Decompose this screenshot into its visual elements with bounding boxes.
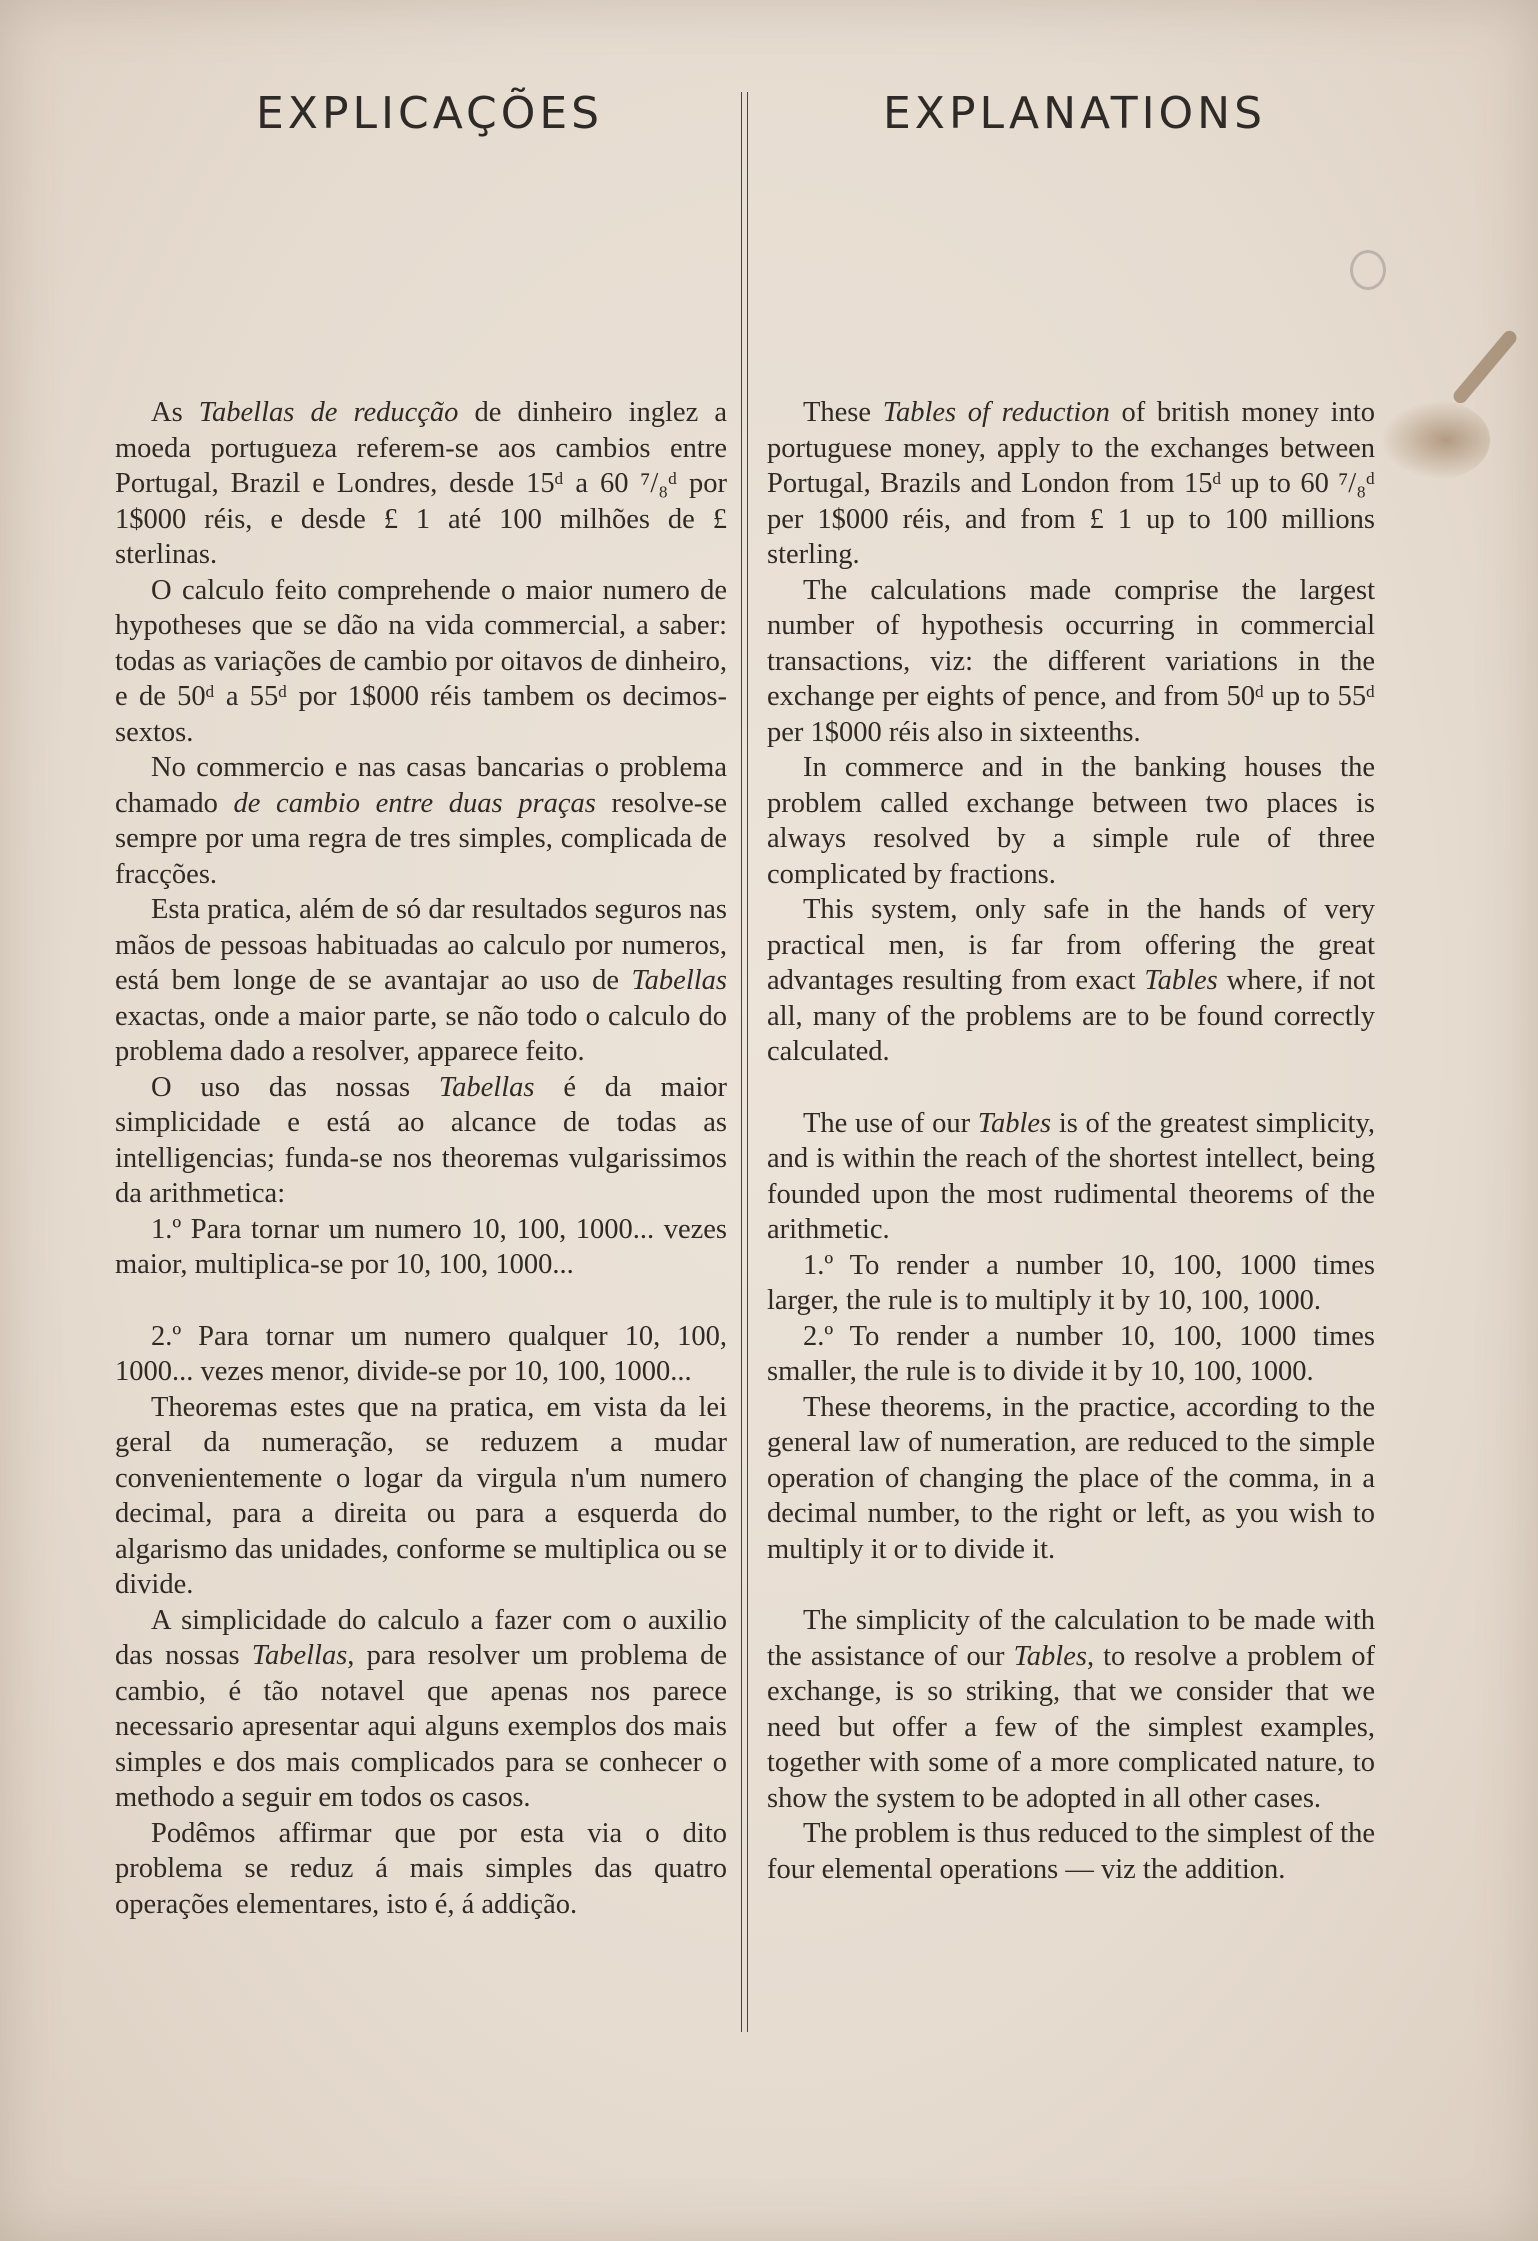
paragraph: 1.º To render a number 10, 100, 1000 times larger, the rule is to multiply it by 10, 100, 1000. bbox=[767, 1249, 1375, 1316]
paragraph: These Tables of reduction of british money into portuguese money, apply to the exchanges between Portugal, Brazils and London from 15ᵈ up to 60 ⁷/₈ᵈ per 1$000 réis, and from £ 1 up to 100 millions sterling. bbox=[767, 397, 1376, 570]
portuguese-column bbox=[115, 395, 727, 1922]
paragraph: These theorems, in the practice, according to the general law of numeration, are reduced to the simple operation of changing the place of the comma, in a decimal number, to the right or left, as you wish to multiply it or to divide it. bbox=[767, 1391, 1375, 1565]
stain-mark bbox=[1451, 328, 1520, 406]
paragraph: In commerce and in the banking houses the problem called exchange between two places is always resolved by a simple rule of three complicated by fractions. bbox=[767, 752, 1375, 890]
paper-mark bbox=[1350, 250, 1386, 290]
paragraph: O calculo feito comprehende o maior numero de hypotheses que se dão na vida commercial, a saber: todas as variações de cambio por oitavos de dinheiro, e de 50ᵈ a 55ᵈ por 1$000 réis tambem os decimos-sextos. bbox=[115, 574, 727, 748]
paragraph: Podêmos affirmar que por esta via o dito problema se reduz á mais simples das quatro operações elementares, isto é, á addição. bbox=[115, 1817, 727, 1920]
paragraph: Theoremas estes que na pratica, em vista da lei geral da numeração, se reduzem a mudar convenientemente o logar da virgula n'um numero decimal, para a direita ou para a esquerda do algarismo das unidades, conforme se multiplica ou se divide. bbox=[115, 1391, 727, 1600]
paragraph: The problem is thus reduced to the simplest of the four elemental operations — viz the addition. bbox=[767, 1818, 1375, 1885]
paragraph: 2.º Para tornar um numero qualquer 10, 100, 1000... vezes menor, divide-se por 10, 100, 1000... bbox=[115, 1320, 727, 1387]
paragraph: The calculations made comprise the largest number of hypothesis occurring in commercial transactions, viz: the different variations in the exchange per eights of pence, and from 50ᵈ up to 55ᵈ per 1$000 réis also in sixteenths. bbox=[767, 574, 1375, 748]
heading-english: EXPLANATIONS bbox=[883, 88, 1267, 139]
paragraph: O uso das nossas Tabellas é da maior simplicidade e está ao alcance de todas as intelligencias; funda-se nos theoremas vulgarissimos da arithmetica: bbox=[115, 1071, 728, 1209]
column-divider bbox=[747, 92, 748, 2032]
paragraph: As Tabellas de reducção de dinheiro inglez a moeda portugueza referem-se aos cambios entre Portugal, Brazil e Londres, desde 15ᵈ a 60 ⁷/₈ᵈ por 1$000 réis, e desde £ 1 até 100 milhões de £ sterlinas. bbox=[115, 397, 727, 570]
paragraph: The use of our Tables is of the greatest simplicity, and is within the reach of the shortest intellect, being founded upon the most rudimental theorems of the arithmetic. bbox=[767, 1107, 1376, 1245]
column-divider bbox=[741, 92, 742, 2032]
paragraph: 2.º To render a number 10, 100, 1000 times smaller, the rule is to divide it by 10, 100, 1000. bbox=[767, 1320, 1375, 1387]
paragraph: A simplicidade do calculo a fazer com o auxilio das nossas Tabellas, para resolver um problema de cambio, é tão notavel que apenas nos parece necessario apresentar aqui alguns exemplos dos mais simples e dos mais complicados para se conhecer o methodo a seguir em todos os casos. bbox=[115, 1604, 727, 1813]
paragraph: Esta pratica, além de só dar resultados seguros nas mãos de pessoas habituadas ao calculo por numeros, está bem longe de se avantajar ao uso de Tabellas exactas, onde a maior parte, se não todo o calculo do problema dado a resolver, apparece feito. bbox=[115, 894, 727, 1067]
paragraph: This system, only safe in the hands of very practical men, is far from offering the great advantages resulting from exact Tables where, if not all, many of the problems are to be found correctly calculated. bbox=[767, 894, 1375, 1067]
stain-mark bbox=[1380, 400, 1490, 480]
paragraph: The simplicity of the calculation to be made with the assistance of our Tables, to resolve a problem of exchange, is so striking, that we consider that we need but offer a few of the simplest examples, together with some of a more complicated nature, to show the system to be adopted in all other cases. bbox=[767, 1605, 1375, 1814]
english-column bbox=[767, 395, 1375, 1887]
heading-portuguese: EXPLICAÇÕES bbox=[256, 88, 604, 139]
paragraph: 1.º Para tornar um numero 10, 100, 1000... vezes maior, multiplica-se por 10, 100, 1000... bbox=[115, 1213, 727, 1280]
paragraph: No commercio e nas casas bancarias o problema chamado de cambio entre duas praças resolve-se sempre por uma regra de tres simples, complicada de fracções. bbox=[115, 752, 727, 890]
